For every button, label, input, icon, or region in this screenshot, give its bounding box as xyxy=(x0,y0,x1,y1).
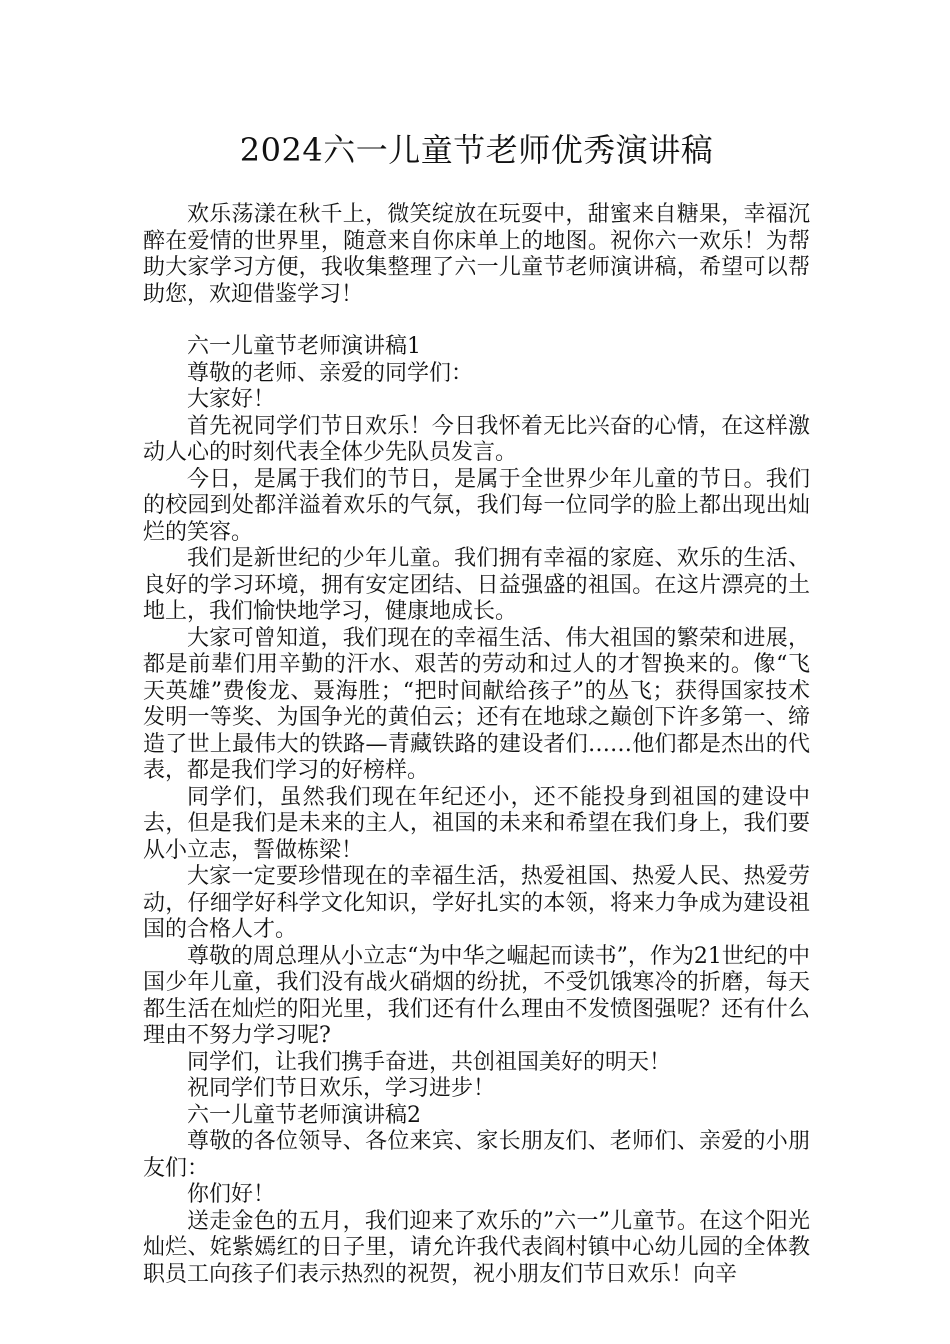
section-heading: 六一儿童节老师演讲稿2 xyxy=(187,1102,421,1128)
body-paragraph: 同学们，让我们携手奋进，共创祖国美好的明天！ xyxy=(187,1049,672,1075)
salutation: 尊敬的老师、亲爱的同学们： xyxy=(187,360,474,386)
body-paragraph: 大家可曾知道，我们现在的幸福生活、伟大祖国的繁荣和进展，都是前辈们用辛勤的汗水、艰苦的劳动和过人的才智换来的。像“飞天英雄”费俊龙、聂海胜；“把时间献给孩子”的丛飞；获得国家技术发明一等奖、为国争光的黄伯云；还有在地球之巅创下许多第一、缔造了世上最伟大的铁路—青藏铁路的建设者们……他们都是杰出的代表，都是我们学习的好榜样。 xyxy=(143,625,810,783)
body-paragraph: 送走金色的五月，我们迎来了欢乐的”六一”儿童节。在这个阳光灿烂、姹紫嫣红的日子里，请允许我代表阎村镇中心幼儿园的全体教职员工向孩子们表示热烈的祝贺，祝小朋友们节日欢乐！向辛 xyxy=(143,1208,810,1287)
paragraph-gap xyxy=(143,308,810,334)
body-paragraph: 尊敬的周总理从小立志“为中华之崛起而读书”，作为21世纪的中国少年儿童，我们没有战火硝烟的纷扰，不受饥饿寒冷的折磨，每天都生活在灿烂的阳光里，我们还有什么理由不发愤图强呢？还有什么理由不努力学习呢? xyxy=(143,943,810,1048)
intro-paragraph: 欢乐荡漾在秋千上，微笑绽放在玩耍中，甜蜜来自糖果，幸福沉醉在爱情的世界里，随意来自你床单上的地图。祝你六一欢乐！为帮助大家学习方便，我收集整理了六一儿童节老师演讲稿，希望可以帮助您，欢迎借鉴学习！ xyxy=(143,202,810,307)
document-title: 2024六一儿童节老师优秀演讲稿 xyxy=(239,131,714,169)
section-heading: 六一儿童节老师演讲稿1 xyxy=(187,334,421,359)
greeting: 你们好！ xyxy=(187,1182,276,1207)
body-paragraph: 我们是新世纪的少年儿童。我们拥有幸福的家庭、欢乐的生活、良好的学习环境，拥有安定团结、日益强盛的祖国。在这片漂亮的土地上，我们愉快地学习，健康地成长。 xyxy=(143,546,810,624)
body-paragraph: 祝同学们节日欢乐，学习进步！ xyxy=(187,1076,496,1101)
salutation: 尊敬的各位领导、各位来宾、家长朋友们、老师们、亲爱的小朋友们： xyxy=(143,1129,810,1181)
body-paragraph: 大家一定要珍惜现在的幸福生活，热爱祖国、热爱人民、热爱劳动，仔细学好科学文化知识，学好扎实的本领，将来力争成为建设祖国的合格人才。 xyxy=(143,864,810,942)
body-paragraph: 今日，是属于我们的节日，是属于全世界少年儿童的节日。我们的校园到处都洋溢着欢乐的气氛，我们每一位同学的脸上都出现出灿烂的笑容。 xyxy=(143,466,810,545)
body-paragraph: 同学们，虽然我们现在年纪还小，还不能投身到祖国的建设中去，但是我们是未来的主人，祖国的未来和希望在我们身上，我们要从小立志，誓做栋梁！ xyxy=(143,784,810,863)
greeting: 大家好！ xyxy=(187,387,276,412)
body-paragraph: 首先祝同学们节日欢乐！今日我怀着无比兴奋的心情，在这样激动人心的时刻代表全体少先队员发言。 xyxy=(143,413,810,465)
